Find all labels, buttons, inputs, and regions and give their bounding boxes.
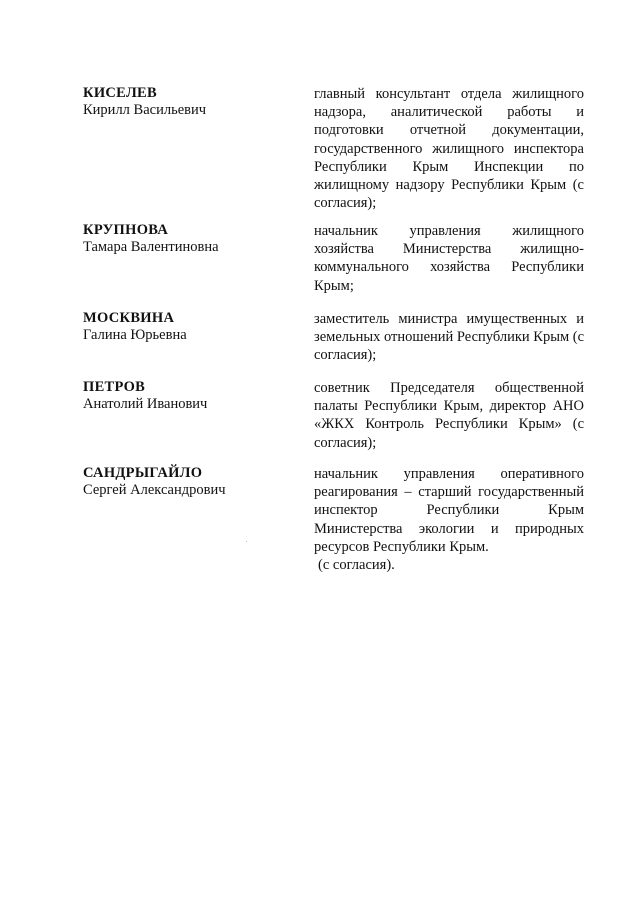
member-position: заместитель министра имущественных и земельных отношений Республики Крым (с согласия); [314, 311, 585, 364]
member-name [83, 465, 293, 499]
member-given-names: Анатолий Иванович [83, 396, 208, 412]
member-position: начальник управления жилищного хозяйства Министерства жилищно-коммунального хозяйства Республики Крым; [314, 223, 584, 294]
member-surname: ПЕТРОВ [83, 379, 146, 395]
member-given-names: Галина Юрьевна [83, 327, 187, 343]
member-surname: КИСЕЛЕВ [83, 85, 157, 101]
member-position-text: начальник управления оперативного реагирования – старший государственный инспектор Республики Крым Министерства экологии и природных ресурсов Республики Крым. [314, 466, 584, 555]
member-position [314, 465, 584, 574]
member-given-names: Сергей Александрович [83, 482, 226, 498]
member-name [83, 379, 293, 413]
member-position: главный консультант отдела жилищного надзора, аналитической работы и подготовки отчетной документации, государственного жилищного инспектора Республики Крым Инспекции по жилищному надзору Республики Крым (с согласия); [314, 86, 584, 212]
member-name [83, 85, 293, 119]
member-surname: МОСКВИНА [83, 310, 175, 326]
member-surname: КРУПНОВА [83, 222, 169, 238]
member-position: советник Председателя общественной палаты Республики Крым, директор АНО «ЖКХ Контроль Республики Крым» (с согласия); [314, 380, 584, 451]
member-surname: САНДРЫГАЙЛО [83, 465, 203, 481]
member-given-names: Тамара Валентиновна [83, 239, 219, 255]
member-position-note: (с согласия). [318, 557, 395, 574]
member-name [83, 222, 293, 256]
member-name [83, 310, 293, 344]
member-given-names: Кирилл Васильевич [83, 102, 207, 118]
scan-speck [246, 541, 247, 542]
